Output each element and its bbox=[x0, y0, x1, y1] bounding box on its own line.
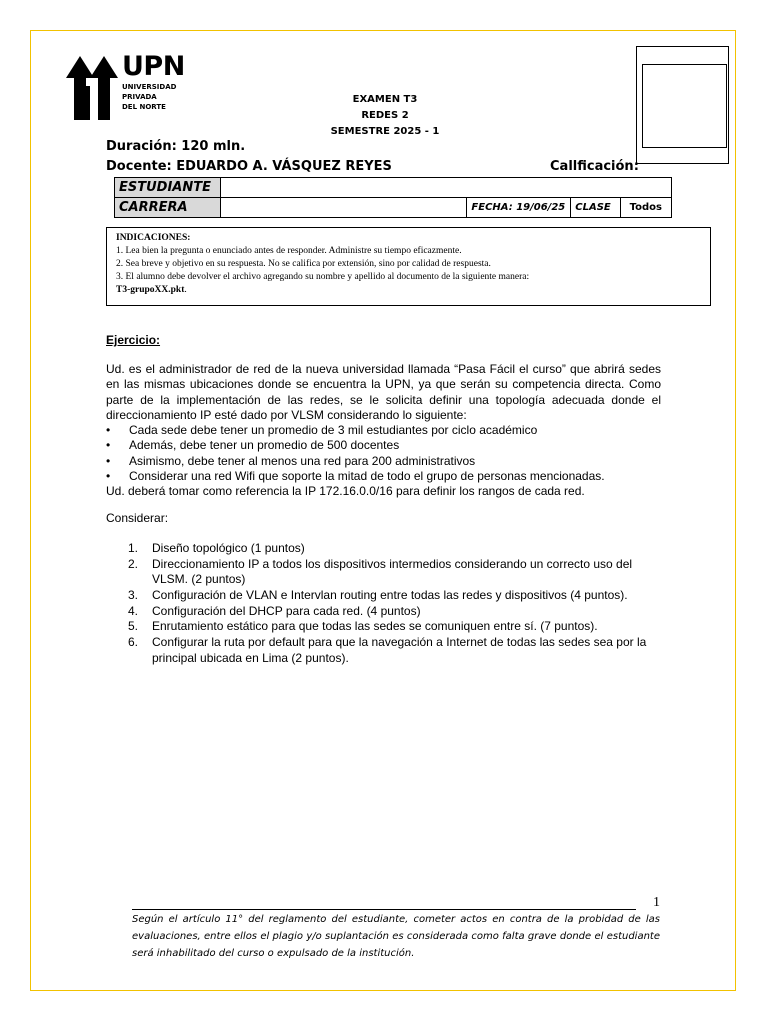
exercise-heading: Ejercicio: bbox=[106, 333, 161, 347]
teacher: Docente: EDUARDO A. VÁSQUEZ REYES bbox=[106, 159, 392, 174]
footer-divider bbox=[132, 909, 636, 910]
consider-label: Considerar: bbox=[106, 511, 169, 525]
class-label: CLASE bbox=[571, 198, 620, 218]
task-text: Enrutamiento estático para que todas las sedes se comuniquen entre sí. (7 puntos). bbox=[152, 619, 598, 634]
date-cell: FECHA: 19/06/25 bbox=[467, 198, 571, 218]
logo-title: UPN bbox=[122, 51, 185, 82]
indication-item: 1. Lea bien la pregunta o enunciado antes de responder. Administre su tiempo eficazmente. bbox=[116, 246, 462, 256]
career-field[interactable] bbox=[220, 198, 467, 218]
exercise-body bbox=[106, 362, 661, 500]
task-item bbox=[128, 541, 661, 556]
file-end: . bbox=[184, 285, 187, 295]
student-row bbox=[115, 178, 672, 198]
bullet-item: • Además, debe tener un promedio de 500 docentes bbox=[106, 438, 661, 453]
task-item bbox=[128, 604, 661, 619]
student-info-table bbox=[114, 177, 672, 218]
task-text: Configuración del DHCP para cada red. (4 puntos) bbox=[152, 603, 421, 618]
logo-text bbox=[122, 52, 185, 112]
logo-sub-2: PRIVADA bbox=[122, 93, 157, 101]
exam-course: REDES 2 bbox=[361, 110, 409, 121]
task-number: 2. bbox=[128, 556, 139, 571]
task-text: Diseño topológico (1 puntos) bbox=[152, 541, 305, 555]
file-name: T3-grupoXX.pkt bbox=[116, 285, 185, 295]
exercise-closing: Ud. deberá tomar como referencia la IP 172.16.0.0/16 para definir los rangos de cada red. bbox=[106, 484, 585, 499]
career-row bbox=[115, 198, 672, 218]
task-text: Configurar la ruta por default para que la navegación a Internet de todas las sedes sea por la principal ubicada en Lima (2 puntos). bbox=[152, 635, 647, 665]
exam-title: EXAMEN T3 bbox=[352, 94, 418, 105]
footer-note: Según el artículo 11° del reglamento del estudiante, cometer actos en contra de la probidad de las evaluaciones, entre ellos el plagio y/o suplantación es considerada como falta grave donde el estudiante será inhabilitado del curso o expulsado de la institución. bbox=[132, 914, 660, 959]
exam-header bbox=[300, 92, 470, 140]
task-list bbox=[128, 541, 661, 666]
task-text: Direccionamiento IP a todos los dispositivos intermedios considerando un correcto uso del VLSM. (2 puntos) bbox=[152, 556, 633, 587]
indication-item: 3. El alumno debe devolver el archivo agregando su nombre y apellido al documento de la siguiente manera: bbox=[116, 272, 530, 282]
task-item bbox=[128, 619, 661, 634]
indication-item: 2. Sea breve y objetivo en su respuesta. No se califica por extensión, sino por calidad de respuesta. bbox=[116, 259, 491, 269]
duration: Duración: 120 mln. bbox=[106, 139, 246, 154]
page-number: 1 bbox=[653, 895, 660, 910]
student-label: ESTUDIANTE bbox=[115, 178, 221, 198]
bullet-item: • Considerar una red Wifi que soporte la mitad de todo el grupo de personas mencionadas. bbox=[106, 469, 661, 484]
bullet-item: • Cada sede debe tener un promedio de 3 mil estudiantes por ciclo académico bbox=[106, 423, 661, 438]
logo-sub-1: UNIVERSIDAD bbox=[122, 83, 177, 91]
grade-inner-box bbox=[642, 64, 727, 148]
exercise-intro: Ud. es el administrador de red de la nueva universidad llamada “Pasa Fácil el curso” que abrirá sedes en las mismas ubicaciones donde se encuentra la UPN, ya que serán su competencia directa. Como parte de la implementación de las redes, se le solicita definir una topología adecuada donde el direccionamiento IP esté dado por VLSM considerando lo siguiente: bbox=[106, 362, 661, 422]
task-item bbox=[128, 557, 661, 588]
exam-semester: SEMESTRE 2025 - 1 bbox=[330, 126, 440, 137]
task-number: 1. bbox=[128, 541, 139, 555]
career-label: CARRERA bbox=[115, 198, 221, 218]
bullet-item: • Asimismo, debe tener al menos una red para 200 administrativos bbox=[106, 454, 661, 469]
task-number: 4. bbox=[128, 603, 139, 618]
task-number: 5. bbox=[128, 619, 139, 634]
grade-label: Callficación: bbox=[550, 159, 639, 174]
indications-title: INDICACIONES: bbox=[116, 233, 191, 243]
student-field[interactable] bbox=[220, 178, 671, 198]
indications-box bbox=[106, 227, 711, 306]
indication-file-line bbox=[116, 284, 701, 297]
task-item bbox=[128, 588, 661, 603]
task-item bbox=[128, 635, 661, 666]
task-text: Configuración de VLAN e Intervlan routing entre todas las redes y dispositivos (4 puntos). bbox=[152, 587, 628, 602]
logo-sub-3: DEL NORTE bbox=[122, 103, 166, 111]
task-number: 3. bbox=[128, 587, 139, 602]
task-number: 6. bbox=[128, 635, 139, 650]
class-value: Todos bbox=[620, 198, 671, 218]
